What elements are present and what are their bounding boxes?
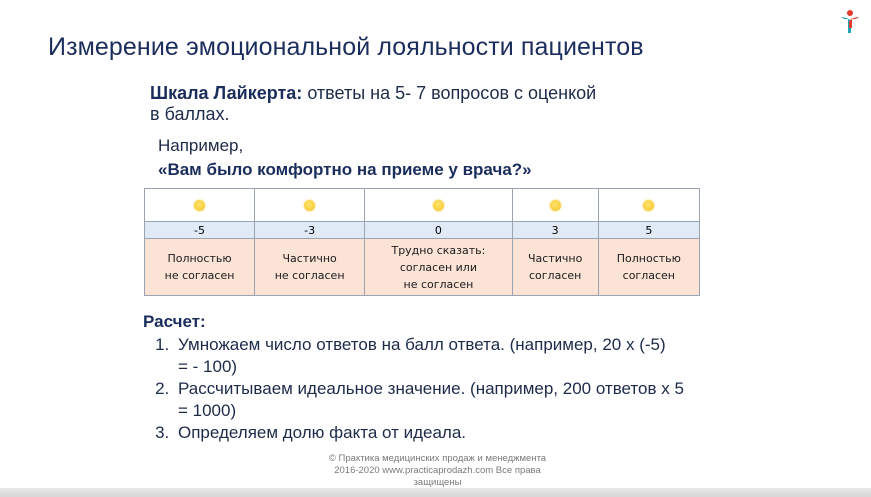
calculation-step	[174, 422, 684, 444]
label-line: Частично	[528, 252, 583, 265]
likert-scale-table	[144, 188, 700, 296]
sun-icon	[304, 200, 315, 211]
company-logo-icon	[838, 8, 862, 36]
calculation-section	[143, 312, 684, 444]
label-line: согласен	[622, 269, 675, 282]
sun-cell	[145, 189, 255, 222]
page-title: Измерение эмоциональной лояльности пациентов	[48, 33, 644, 61]
score-cell: 0	[365, 222, 513, 239]
label-cell	[512, 239, 598, 296]
example-question: «Вам было комфортно на приеме у врача?»	[158, 160, 532, 179]
score-cell: 3	[512, 222, 598, 239]
label-line: Трудно сказать:	[391, 243, 486, 257]
label-line: согласен	[528, 269, 582, 282]
label-cell	[365, 239, 513, 296]
score-cell: -5	[145, 222, 255, 239]
calculation-title: Расчет:	[143, 312, 206, 331]
label-cell	[255, 239, 365, 296]
label-line: не согласен	[403, 277, 474, 291]
sun-cell	[598, 189, 699, 222]
sun-row	[145, 189, 700, 222]
label-line: согласен или	[399, 260, 477, 274]
score-cell: 5	[598, 222, 699, 239]
step-line: = - 100)	[178, 357, 238, 376]
score-cell: -3	[255, 222, 365, 239]
sun-icon	[194, 200, 205, 211]
score-row	[145, 222, 700, 239]
label-line: не согласен	[274, 269, 345, 282]
footer-line: © Практика медицинских продаж и менеджмента	[328, 453, 547, 464]
label-line: Полностью	[616, 252, 681, 265]
label-cell	[145, 239, 255, 296]
likert-text-line1: ответы на 5- 7 вопросов с оценкой	[302, 83, 597, 103]
label-line: Полностью	[167, 252, 232, 265]
likert-description	[150, 83, 650, 125]
sun-cell	[255, 189, 365, 222]
likert-label: Шкала Лайкерта:	[150, 83, 303, 103]
copyright-footer	[290, 453, 585, 489]
step-line: Рассчитываем идеальное значение. (например, 200 ответов х 5	[178, 379, 684, 398]
sun-icon	[433, 200, 444, 211]
footer-line: 2016-2020 www.practicaprodazh.com Все права	[334, 465, 541, 476]
step-line: Определяем долю факта от идеала.	[178, 423, 467, 442]
sun-icon	[550, 200, 561, 211]
sun-cell	[512, 189, 598, 222]
bottom-divider	[0, 488, 871, 497]
label-row	[145, 239, 700, 296]
calculation-steps	[143, 334, 684, 444]
sun-icon	[643, 200, 654, 211]
step-line: = 1000)	[178, 401, 237, 420]
footer-line: защищены	[413, 477, 462, 488]
calculation-step	[174, 378, 684, 422]
example-intro: Например,	[158, 136, 244, 155]
label-cell	[598, 239, 699, 296]
label-line: Частично	[282, 252, 337, 265]
step-line: Умножаем число ответов на балл ответа. (например, 20 х (-5)	[178, 335, 666, 354]
label-line: не согласен	[164, 269, 235, 282]
likert-text-line2: в баллах.	[150, 104, 230, 124]
calculation-step	[174, 334, 684, 378]
sun-cell	[365, 189, 513, 222]
